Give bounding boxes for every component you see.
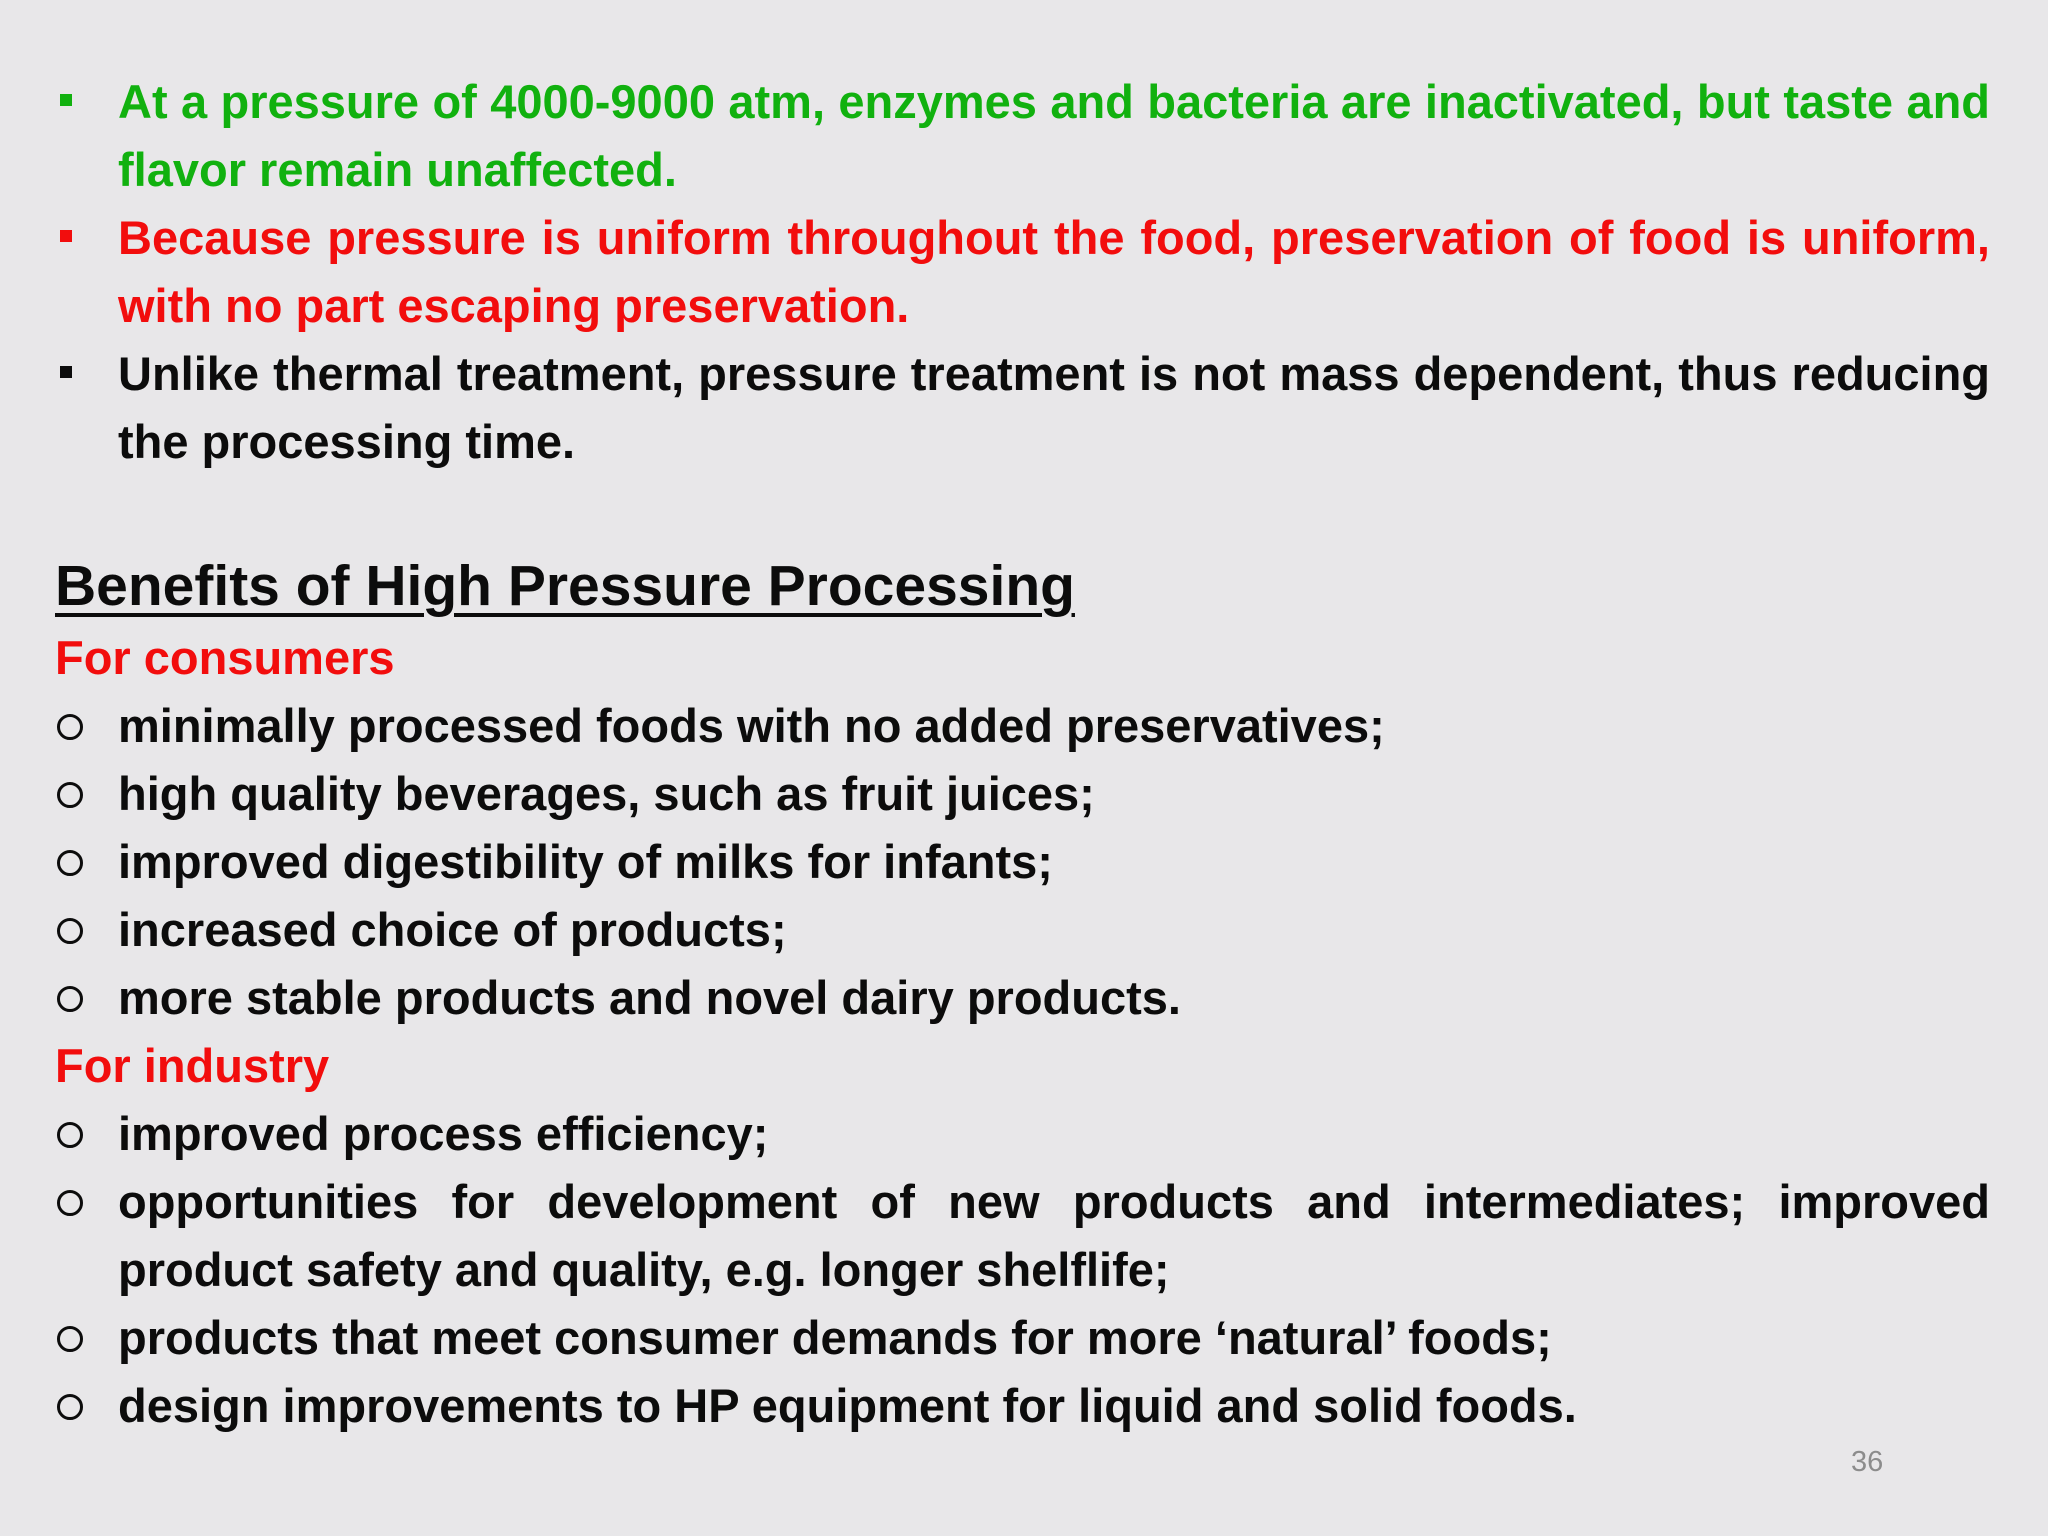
section-heading: Benefits of High Pressure Processing xyxy=(55,554,1075,618)
list-item xyxy=(55,760,1990,828)
key-points-list xyxy=(55,68,1990,476)
list-item-text: improved process efficiency; xyxy=(118,1107,769,1160)
square-bullet-icon xyxy=(60,230,72,242)
list-item-text: opportunities for development of new products and intermediates; improved product safety and quality, e.g. longer shelflife; xyxy=(118,1175,1990,1296)
list-item-text: more stable products and novel dairy products. xyxy=(118,971,1181,1024)
circle-bullet-icon xyxy=(57,1394,83,1420)
bullet-item-pressure-range xyxy=(55,68,1990,204)
bullet-text: Because pressure is uniform throughout the food, preservation of food is uniform, with no part escaping preservation. xyxy=(118,211,1990,332)
list-item xyxy=(55,692,1990,760)
list-item-text: design improvements to HP equipment for liquid and solid foods. xyxy=(118,1379,1577,1432)
list-item-text: products that meet consumer demands for more ‘natural’ foods; xyxy=(118,1311,1552,1364)
circle-bullet-icon xyxy=(57,1190,83,1216)
consumers-list xyxy=(55,692,1990,1032)
square-bullet-icon xyxy=(60,366,72,378)
circle-bullet-icon xyxy=(57,918,83,944)
circle-bullet-icon xyxy=(57,850,83,876)
circle-bullet-icon xyxy=(57,782,83,808)
consumers-subheading: For consumers xyxy=(55,631,395,684)
list-item xyxy=(55,828,1990,896)
bullet-text: At a pressure of 4000-9000 atm, enzymes and bacteria are inactivated, but taste and flavor remain unaffected. xyxy=(118,75,1990,196)
bullet-item-uniform-pressure xyxy=(55,204,1990,340)
page-number: 36 xyxy=(1851,1446,1884,1478)
bullet-item-mass-independent xyxy=(55,340,1990,476)
industry-subheading: For industry xyxy=(55,1039,330,1092)
industry-list xyxy=(55,1100,1990,1440)
list-item xyxy=(55,1304,1990,1372)
list-item xyxy=(55,1100,1990,1168)
list-item-text: improved digestibility of milks for infants; xyxy=(118,835,1053,888)
list-item xyxy=(55,964,1990,1032)
bullet-text: Unlike thermal treatment, pressure treatment is not mass dependent, thus reducing the processing time. xyxy=(118,347,1990,468)
list-item xyxy=(55,896,1990,964)
list-item-text: high quality beverages, such as fruit juices; xyxy=(118,767,1095,820)
list-item-text: minimally processed foods with no added preservatives; xyxy=(118,699,1385,752)
list-item xyxy=(55,1372,1990,1440)
square-bullet-icon xyxy=(60,94,72,106)
circle-bullet-icon xyxy=(57,1326,83,1352)
circle-bullet-icon xyxy=(57,714,83,740)
circle-bullet-icon xyxy=(57,1122,83,1148)
list-item xyxy=(55,1168,1990,1304)
circle-bullet-icon xyxy=(57,986,83,1012)
benefits-section xyxy=(55,548,1990,1440)
list-item-text: increased choice of products; xyxy=(118,903,787,956)
